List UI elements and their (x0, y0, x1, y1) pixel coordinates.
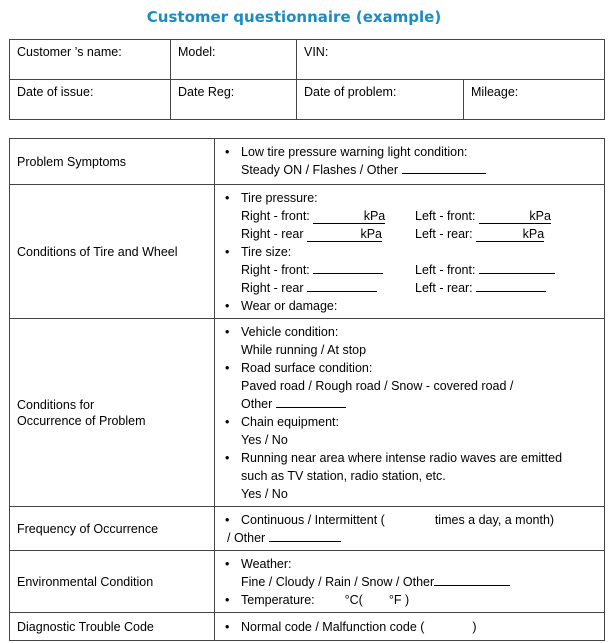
bullet: • (225, 451, 230, 465)
radio-waves-line: Running near area where intense radio waves are emitted (241, 451, 563, 465)
road-other-label[interactable]: Other (241, 397, 273, 411)
bullet: • (225, 361, 230, 375)
left-rear-pressure-field[interactable]: kPa (476, 228, 544, 242)
dtc-close-paren: ) (472, 620, 477, 634)
dtc-options[interactable]: Normal code / Malfunction code ( (241, 620, 425, 634)
customer-name-cell[interactable]: Customer ’s name: (10, 40, 171, 80)
date-of-problem-cell[interactable]: Date of problem: (297, 80, 464, 120)
bullet: • (225, 191, 230, 205)
temperature-label: Temperature: (241, 593, 315, 607)
occurrence-label-line1: Conditions for (17, 397, 95, 412)
occurrence-label-line2: Occurrence of Problem (17, 413, 146, 428)
left-rear-label: Left - rear: (415, 227, 473, 241)
right-rear-label: Right - rear (241, 227, 304, 241)
right-rear-label: Right - rear (241, 281, 304, 295)
occurrence-content (215, 319, 605, 507)
frequency-label: Frequency of Occurrence (10, 507, 215, 551)
model-cell[interactable]: Model: (171, 40, 297, 80)
bullet: • (225, 557, 230, 571)
right-front-label: Right - front: (241, 263, 310, 277)
vehicle-condition-options[interactable]: While running / At stop (241, 343, 367, 357)
temperature-fahrenheit[interactable]: °F ) (388, 593, 410, 607)
other-blank[interactable] (402, 161, 486, 174)
right-rear-pressure-field[interactable]: kPa (307, 228, 382, 242)
vin-cell[interactable]: VIN: (297, 40, 605, 80)
right-front-size-field[interactable] (313, 261, 383, 274)
right-front-label: Right - front: (241, 209, 310, 223)
left-front-label: Left - front: (415, 263, 476, 277)
left-rear-size-field[interactable] (476, 279, 546, 292)
bullet: • (225, 145, 230, 159)
road-surface-options[interactable]: Paved road / Rough road / Snow - covered road / (241, 379, 514, 393)
weather-options[interactable]: Fine / Cloudy / Rain / Snow / Other (241, 575, 435, 589)
environment-content (215, 551, 605, 613)
vehicle-condition-line: Vehicle condition: (241, 325, 339, 339)
radio-waves-line2: such as TV station, radio station, etc. (241, 469, 446, 483)
bullet: • (225, 299, 230, 313)
frequency-options[interactable]: Continuous / Intermittent ( (241, 513, 385, 527)
radio-yes-no[interactable]: Yes / No (241, 487, 288, 501)
mileage-cell[interactable]: Mileage: (464, 80, 605, 120)
symptoms-label: Problem Symptoms (10, 139, 215, 185)
symptoms-content (215, 139, 605, 185)
bullet: • (225, 513, 230, 527)
left-rear-label: Left - rear: (415, 281, 473, 295)
symptoms-options[interactable]: Steady ON / Flashes / Other (241, 163, 399, 177)
frequency-content (215, 507, 605, 551)
frequency-other[interactable]: / Other (227, 531, 266, 545)
right-front-pressure-field[interactable]: kPa (313, 210, 385, 224)
weather-line: Weather: (241, 557, 292, 571)
frequency-times[interactable]: times a day, a month) (434, 513, 555, 527)
date-of-issue-cell[interactable]: Date of issue: (10, 80, 171, 120)
bullet: • (225, 415, 230, 429)
vehicle-info-table (9, 39, 605, 120)
bullet: • (225, 325, 230, 339)
bullet: • (225, 245, 230, 259)
road-surface-line: Road surface condition: (241, 361, 373, 375)
date-reg-cell[interactable]: Date Reg: (171, 80, 297, 120)
wear-line[interactable]: Wear or damage: (241, 299, 338, 313)
page-title: Customer questionnaire (example) (146, 8, 442, 26)
chain-equipment-line: Chain equipment: (241, 415, 339, 429)
weather-other-blank[interactable] (434, 573, 510, 586)
symptoms-line: Low tire pressure warning light condition: (241, 145, 468, 159)
left-front-label: Left - front: (415, 209, 476, 223)
dtc-label: Diagnostic Trouble Code (10, 613, 215, 641)
left-front-pressure-field[interactable]: kPa (479, 210, 551, 224)
tire-label: Conditions of Tire and Wheel (10, 185, 215, 319)
right-rear-size-field[interactable] (307, 279, 377, 292)
dtc-content (215, 613, 605, 641)
bullet: • (225, 620, 230, 634)
left-front-size-field[interactable] (479, 261, 555, 274)
chain-yes-no[interactable]: Yes / No (241, 433, 288, 447)
environment-label: Environmental Condition (10, 551, 215, 613)
temperature-celsius[interactable]: °C( (344, 593, 363, 607)
occurrence-label (10, 319, 215, 507)
frequency-other-blank[interactable] (269, 529, 341, 542)
bullet: • (225, 593, 230, 607)
road-other-blank[interactable] (276, 395, 346, 408)
tire-content (215, 185, 605, 319)
tire-pressure-line: Tire pressure: (241, 191, 318, 205)
questionnaire-table (9, 138, 605, 641)
tire-size-line: Tire size: (241, 245, 292, 259)
